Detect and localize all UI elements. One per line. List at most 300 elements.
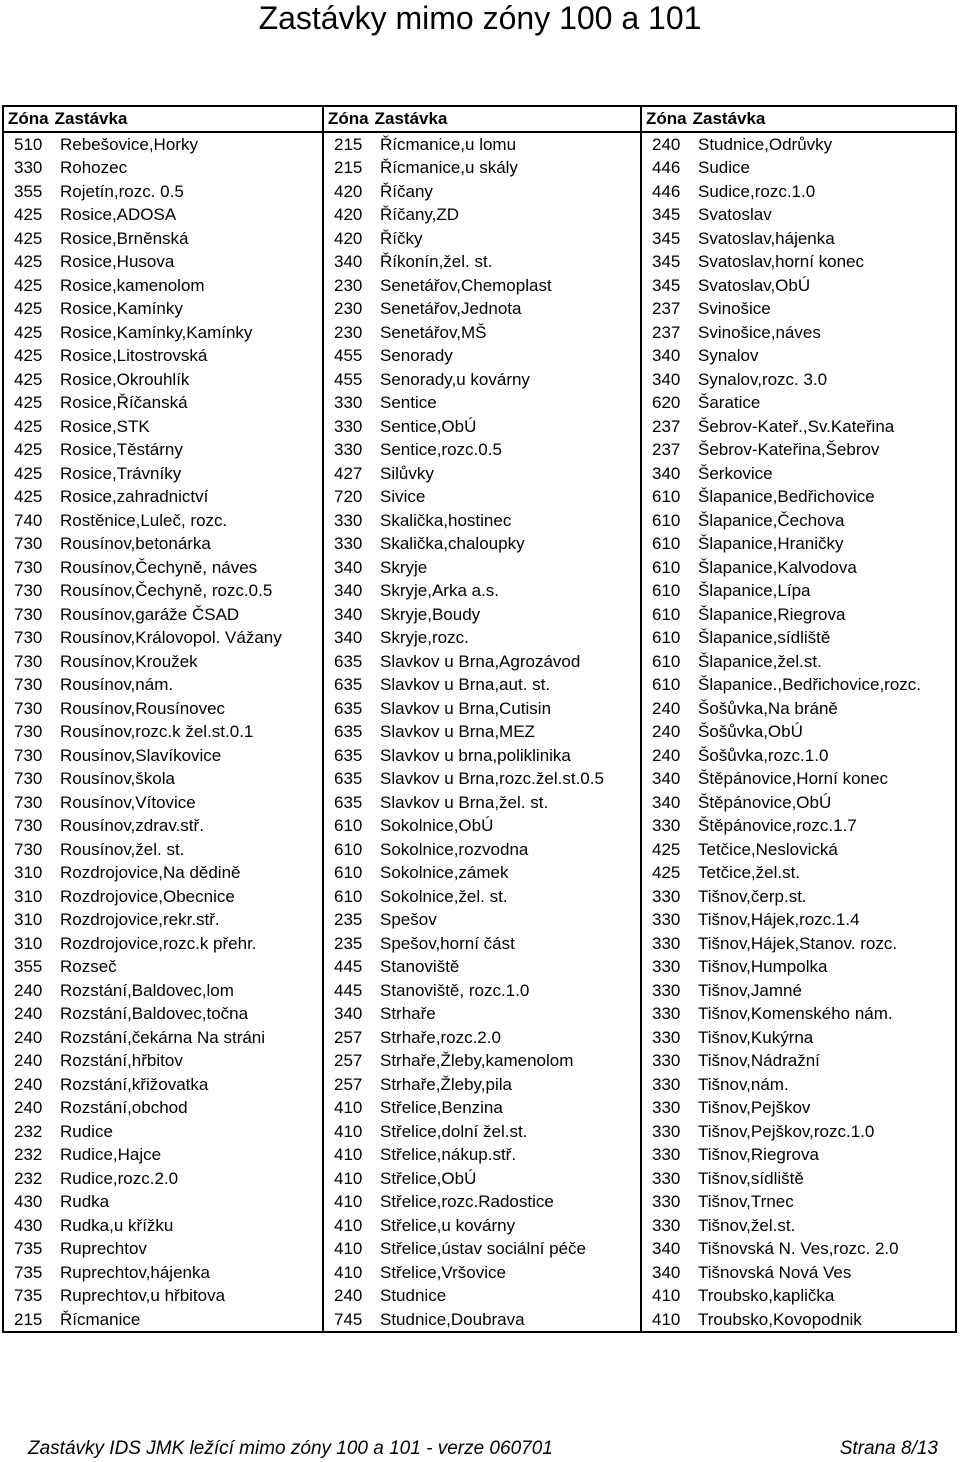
stop-cell: [324, 462, 642, 486]
stop-name: Střelice,Benzina: [380, 1098, 503, 1117]
stop-name: Rostěnice,Luleč, rozc.: [60, 510, 228, 530]
zone-number: 340: [334, 557, 363, 577]
zone-number: 330: [652, 910, 681, 929]
zone-number: 340: [334, 252, 363, 271]
stop-name: Svinošice,náves: [698, 322, 821, 342]
zone-number: 425: [14, 416, 43, 436]
stop-name: Šošůvka,rozc.1.0: [698, 745, 829, 765]
stop-name: Sentice,rozc.0.5: [380, 440, 502, 459]
stop-name: Tišnov,čerp.st.: [698, 886, 807, 906]
stop-cell: [4, 1026, 324, 1050]
stop-cell: [324, 1261, 642, 1285]
stop-name: Rosice,STK: [60, 416, 150, 436]
stop-cell: [324, 1214, 642, 1238]
stop-cell: [324, 509, 642, 533]
stop-cell: [4, 767, 324, 791]
zone-number: 635: [334, 792, 363, 812]
zone-number: 620: [652, 393, 681, 412]
table-row: [4, 1237, 955, 1261]
stop-name: Slavkov u brna,poliklinika: [380, 745, 571, 765]
stop-name: Slavkov u Brna,MEZ: [380, 722, 535, 741]
stop-name: Tišnov,Kukýrna: [698, 1027, 814, 1047]
zone-number: 330: [652, 1098, 681, 1117]
stop-name: Tišnov,Jamné: [698, 980, 802, 1000]
stop-cell: [324, 697, 642, 721]
stop-cell: [4, 203, 324, 227]
stop-cell: [324, 321, 642, 345]
zone-number: 330: [652, 1215, 681, 1235]
stop-cell: [642, 1190, 955, 1214]
stop-name: Šlapanice,Lípa: [698, 581, 811, 600]
zone-number: 232: [14, 1145, 43, 1164]
zone-number: 235: [334, 910, 363, 929]
stop-name: Rousínov,nám.: [60, 675, 174, 694]
stop-cell: [324, 1190, 642, 1214]
zone-number: 735: [14, 1239, 43, 1258]
stop-cell: [4, 955, 324, 979]
table-row: [4, 509, 955, 533]
stop-name: Stanoviště: [380, 957, 460, 976]
table-header: [4, 107, 955, 133]
stop-cell: [642, 462, 955, 486]
stop-name: Senorady: [380, 346, 453, 365]
stop-cell: [4, 227, 324, 251]
stop-name: Svatoslav,hájenka: [698, 228, 835, 248]
zone-number: 345: [652, 252, 681, 271]
stop-cell: [4, 1214, 324, 1238]
stop-cell: [4, 838, 324, 862]
zone-number: 330: [652, 1121, 681, 1141]
zone-number: 610: [652, 534, 681, 553]
stop-name: Střelice,nákup.stř.: [380, 1145, 517, 1164]
stop-cell: [324, 1026, 642, 1050]
zone-number: 730: [14, 769, 43, 788]
zone-number: 425: [14, 275, 43, 295]
header-col-1: [4, 107, 324, 131]
table-row: [4, 368, 955, 392]
stop-cell: [324, 979, 642, 1003]
stop-name: Šlapanice,Bedřichovice: [698, 487, 875, 506]
table-row: [4, 274, 955, 298]
stop-cell: [324, 908, 642, 932]
stop-cell: [324, 579, 642, 603]
zone-number: 635: [334, 651, 363, 671]
table-row: [4, 438, 955, 462]
zone-number: 610: [652, 651, 681, 671]
table-row: [4, 532, 955, 556]
stop-name: Rousínov,betonárka: [60, 534, 211, 553]
zone-number: 330: [334, 510, 363, 530]
stop-cell: [4, 650, 324, 674]
stop-name: Rojetín,rozc. 0.5: [60, 181, 184, 201]
stop-name: Šaratice: [698, 393, 761, 412]
stop-name: Studnice,Odrůvky: [698, 134, 833, 154]
stop-cell: [642, 1073, 955, 1097]
stop-cell: [642, 1049, 955, 1073]
stop-name: Slavkov u Brna,Agrozávod: [380, 651, 581, 671]
table-row: [4, 885, 955, 909]
table-row: [4, 791, 955, 815]
stop-cell: [324, 133, 642, 157]
stop-cell: [4, 1120, 324, 1144]
stop-cell: [4, 133, 324, 157]
zone-number: 425: [14, 228, 43, 248]
zone-number: 330: [652, 1051, 681, 1070]
stop-cell: [324, 1096, 642, 1120]
stop-cell: [642, 180, 955, 204]
stop-name: Rosice,kamenolom: [60, 275, 205, 295]
zone-number: 330: [652, 1168, 681, 1188]
stop-name: Sudice,rozc.1.0: [698, 181, 816, 201]
table-row: [4, 1284, 955, 1308]
table-row: [4, 1143, 955, 1167]
table-row: [4, 650, 955, 674]
zone-number: 240: [14, 1051, 43, 1070]
header-zone: Zóna: [646, 109, 687, 128]
stop-cell: [642, 838, 955, 862]
zone-number: 610: [652, 628, 681, 647]
stop-name: Tišnov,Pejškov: [698, 1098, 811, 1117]
zone-number: 310: [14, 886, 43, 906]
stop-name: Rousínov,Rousínovec: [60, 698, 226, 718]
stop-name: Šlapanice,Čechova: [698, 510, 845, 530]
page-number: Strana 8/13: [839, 1438, 938, 1459]
zone-number: 330: [652, 957, 681, 976]
zone-number: 240: [652, 698, 681, 718]
table-row: [4, 462, 955, 486]
stop-name: Rosice,Husova: [60, 252, 175, 271]
zone-number: 230: [334, 299, 363, 318]
stop-name: Štěpánovice,rozc.1.7: [698, 816, 857, 835]
zone-number: 235: [334, 933, 363, 953]
stop-name: Strhaře: [380, 1004, 436, 1023]
stop-name: Sokolnice,rozvodna: [380, 839, 529, 859]
stop-cell: [324, 438, 642, 462]
stop-cell: [4, 532, 324, 556]
stop-cell: [324, 156, 642, 180]
stop-name: Rousínov,Královopol. Vážany: [60, 628, 282, 647]
footer-text: Zastávky IDS JMK ležící mimo zóny 100 a 101 - verze 060701: [28, 1438, 553, 1459]
zone-number: 730: [14, 604, 43, 624]
stop-cell: [324, 532, 642, 556]
stop-name: Tišnov,Komenského nám.: [698, 1004, 893, 1023]
stop-name: Šlapanice,Riegrova: [698, 604, 846, 624]
stop-cell: [642, 227, 955, 251]
zone-number: 340: [652, 346, 681, 365]
stop-cell: [4, 556, 324, 580]
zone-number: 420: [334, 205, 363, 224]
stop-cell: [642, 1120, 955, 1144]
zone-number: 410: [334, 1215, 363, 1235]
stop-cell: [324, 250, 642, 274]
table-row: [4, 673, 955, 697]
zone-number: 330: [334, 416, 363, 436]
stop-cell: [4, 485, 324, 509]
zone-number: 232: [14, 1168, 43, 1188]
table-row: [4, 1308, 955, 1332]
zone-number: 230: [334, 322, 363, 342]
stop-name: Šerkovice: [698, 463, 773, 483]
stop-cell: [324, 1167, 642, 1191]
zone-number: 410: [334, 1168, 363, 1188]
zone-number: 730: [14, 816, 43, 835]
zone-number: 237: [652, 440, 681, 459]
stop-cell: [324, 791, 642, 815]
stop-cell: [4, 885, 324, 909]
zone-number: 730: [14, 628, 43, 647]
stop-cell: [324, 297, 642, 321]
stop-cell: [324, 227, 642, 251]
zone-number: 427: [334, 463, 363, 483]
stop-cell: [642, 297, 955, 321]
stop-name: Sentice,ObÚ: [380, 416, 477, 436]
zone-number: 330: [652, 1145, 681, 1164]
zone-number: 232: [14, 1121, 43, 1141]
stop-cell: [4, 274, 324, 298]
stop-cell: [4, 1261, 324, 1285]
zone-number: 730: [14, 675, 43, 694]
zone-number: 455: [334, 346, 363, 365]
stop-name: Říčky: [380, 228, 423, 248]
stop-cell: [324, 650, 642, 674]
stop-name: Svatoslav: [698, 205, 772, 224]
zone-number: 410: [334, 1262, 363, 1282]
zone-number: 610: [334, 886, 363, 906]
zone-number: 345: [652, 228, 681, 248]
zone-number: 410: [652, 1309, 681, 1329]
stop-name: Strhaře,Žleby,pila: [380, 1074, 512, 1094]
table-row: [4, 344, 955, 368]
zone-number: 410: [652, 1286, 681, 1305]
stop-name: Říčany: [380, 181, 433, 201]
zone-number: 215: [334, 158, 363, 177]
stop-cell: [324, 814, 642, 838]
stop-name: Rozdrojovice,Obecnice: [60, 886, 235, 906]
stop-cell: [642, 720, 955, 744]
zone-number: 610: [652, 675, 681, 694]
zone-number: 330: [652, 980, 681, 1000]
stop-cell: [642, 556, 955, 580]
stop-name: Řícmanice,u skály: [380, 158, 518, 177]
stop-cell: [642, 438, 955, 462]
stop-cell: [4, 1284, 324, 1308]
stop-name: Spešov: [380, 910, 437, 929]
stop-cell: [642, 344, 955, 368]
header-stop: Zastávka: [374, 109, 448, 128]
stop-name: Skryje,rozc.: [380, 628, 469, 647]
zone-number: 420: [334, 181, 363, 201]
stop-cell: [4, 438, 324, 462]
stop-cell: [642, 203, 955, 227]
table-row: [4, 955, 955, 979]
stop-name: Tišnov,Trnec: [698, 1192, 794, 1211]
table-row: [4, 603, 955, 627]
table-row: [4, 861, 955, 885]
zone-number: 240: [652, 745, 681, 765]
stop-name: Synalov,rozc. 3.0: [698, 369, 828, 389]
stop-name: Rousínov,žel. st.: [60, 839, 185, 859]
stop-cell: [642, 509, 955, 533]
stop-name: Troubsko,Kovopodnik: [698, 1309, 862, 1329]
stop-cell: [642, 697, 955, 721]
stop-name: Střelice,rozc.Radostice: [380, 1192, 554, 1211]
stop-cell: [642, 532, 955, 556]
table-row: [4, 1261, 955, 1285]
stop-name: Senetářov,Chemoplast: [380, 275, 552, 295]
table-row: [4, 227, 955, 251]
zone-number: 355: [14, 181, 43, 201]
stop-name: Sudice: [698, 158, 750, 177]
zone-number: 410: [334, 1121, 363, 1141]
stop-name: Senetářov,MŠ: [380, 322, 487, 342]
table-row: [4, 1167, 955, 1191]
stop-cell: [642, 250, 955, 274]
stop-cell: [642, 1002, 955, 1026]
stop-name: Šlapanice,žel.st.: [698, 651, 822, 671]
stop-name: Tišnov,Pejškov,rozc.1.0: [698, 1121, 875, 1141]
stop-name: Slavkov u Brna,žel. st.: [380, 792, 549, 812]
stop-cell: [324, 1237, 642, 1261]
stop-cell: [642, 485, 955, 509]
stop-cell: [642, 274, 955, 298]
zone-number: 340: [652, 463, 681, 483]
stop-name: Stanoviště, rozc.1.0: [380, 980, 530, 1000]
stop-cell: [324, 1143, 642, 1167]
table-row: [4, 720, 955, 744]
stop-name: Tetčice,žel.st.: [698, 863, 801, 882]
zone-number: 310: [14, 863, 43, 882]
zone-number: 635: [334, 698, 363, 718]
table-row: [4, 838, 955, 862]
stop-cell: [642, 955, 955, 979]
stop-name: Slavkov u Brna,rozc.žel.st.0.5: [380, 769, 604, 788]
stop-name: Skryje: [380, 557, 428, 577]
stop-name: Svatoslav,ObÚ: [698, 275, 811, 295]
stop-name: Rozdrojovice,rekr.stř.: [60, 910, 220, 929]
stop-name: Tišnov,Hájek,Stanov. rozc.: [698, 933, 898, 953]
stop-name: Rosice,Litostrovská: [60, 346, 208, 365]
stop-name: Rozstání,obchod: [60, 1098, 188, 1117]
zone-number: 410: [334, 1145, 363, 1164]
stop-cell: [642, 156, 955, 180]
stop-name: Skryje,Arka a.s.: [380, 581, 500, 600]
stop-name: Rozdrojovice,Na dědině: [60, 863, 241, 882]
stop-cell: [324, 885, 642, 909]
zone-number: 430: [14, 1192, 43, 1211]
zone-number: 425: [14, 369, 43, 389]
zone-number: 257: [334, 1074, 363, 1094]
stop-name: Rousínov,zdrav.stř.: [60, 816, 204, 835]
zone-number: 610: [652, 581, 681, 600]
stop-name: Rousínov,Vítovice: [60, 792, 196, 812]
stop-cell: [324, 1308, 642, 1332]
stop-cell: [642, 1308, 955, 1332]
stop-name: Tetčice,Neslovická: [698, 839, 838, 859]
stop-name: Rosice,Brněnská: [60, 228, 189, 248]
stop-name: Slavkov u Brna,Cutisin: [380, 698, 552, 718]
zone-number: 425: [14, 252, 43, 271]
zone-number: 310: [14, 933, 43, 953]
zone-number: 610: [334, 863, 363, 882]
table-row: [4, 908, 955, 932]
zone-number: 340: [334, 581, 363, 600]
stop-name: Střelice,ObÚ: [380, 1168, 477, 1188]
zone-number: 610: [652, 604, 681, 624]
header-zone: Zóna: [328, 109, 369, 128]
stop-cell: [324, 1073, 642, 1097]
table-row: [4, 1073, 955, 1097]
zone-number: 330: [652, 816, 681, 835]
table-row: [4, 297, 955, 321]
table-row: [4, 1049, 955, 1073]
stop-name: Řícmanice: [60, 1309, 141, 1329]
zone-number: 240: [652, 134, 681, 154]
stop-name: Rozstání,Baldovec,točna: [60, 1004, 249, 1023]
zone-number: 330: [334, 534, 363, 553]
stop-cell: [4, 1167, 324, 1191]
stop-cell: [642, 626, 955, 650]
stop-cell: [4, 1049, 324, 1073]
header-stop: Zastávka: [692, 109, 766, 128]
stop-cell: [642, 908, 955, 932]
stop-name: Ruprechtov,hájenka: [60, 1262, 210, 1282]
stop-name: Štěpánovice,ObÚ: [698, 792, 832, 812]
stop-name: Rosice,Trávníky: [60, 463, 182, 483]
stop-name: Šlapanice,sídliště: [698, 628, 831, 647]
stop-name: Rosice,ADOSA: [60, 205, 177, 224]
table-row: [4, 1096, 955, 1120]
stop-cell: [642, 767, 955, 791]
zone-number: 730: [14, 745, 43, 765]
stop-cell: [4, 368, 324, 392]
zone-number: 240: [14, 1004, 43, 1023]
zone-number: 330: [334, 393, 363, 412]
stop-name: Rousínov,Kroužek: [60, 651, 198, 671]
stop-cell: [4, 626, 324, 650]
stop-cell: [4, 1073, 324, 1097]
stop-cell: [4, 321, 324, 345]
stop-cell: [324, 203, 642, 227]
stop-name: Šlapanice,Hraničky: [698, 534, 844, 553]
zone-number: 340: [652, 369, 681, 389]
stop-name: Senetářov,Jednota: [380, 299, 522, 318]
stop-name: Rosice,Kamínky: [60, 299, 183, 318]
stop-name: Tišnov,Nádražní: [698, 1051, 820, 1070]
stop-cell: [4, 297, 324, 321]
stop-name: Rousínov,Čechyně, náves: [60, 557, 258, 577]
zone-number: 230: [334, 275, 363, 295]
zone-number: 730: [14, 651, 43, 671]
zone-number: 425: [14, 205, 43, 224]
stop-cell: [324, 180, 642, 204]
stop-cell: [4, 861, 324, 885]
stop-name: Střelice,Vršovice: [380, 1262, 506, 1282]
stop-cell: [642, 321, 955, 345]
zone-number: 340: [652, 1262, 681, 1282]
stop-name: Rozdrojovice,rozc.k přehr.: [60, 933, 257, 953]
zone-number: 355: [14, 957, 43, 976]
stop-cell: [642, 673, 955, 697]
stop-name: Střelice,u kovárny: [380, 1215, 516, 1235]
stop-cell: [324, 1049, 642, 1073]
stop-name: Šebrov-Kateřina,Šebrov: [698, 440, 880, 459]
stop-cell: [642, 744, 955, 768]
stops-table: [2, 105, 957, 1333]
stop-name: Šlapanice,Kalvodova: [698, 557, 857, 577]
stop-cell: [642, 1143, 955, 1167]
stop-cell: [4, 814, 324, 838]
zone-number: 237: [652, 299, 681, 318]
